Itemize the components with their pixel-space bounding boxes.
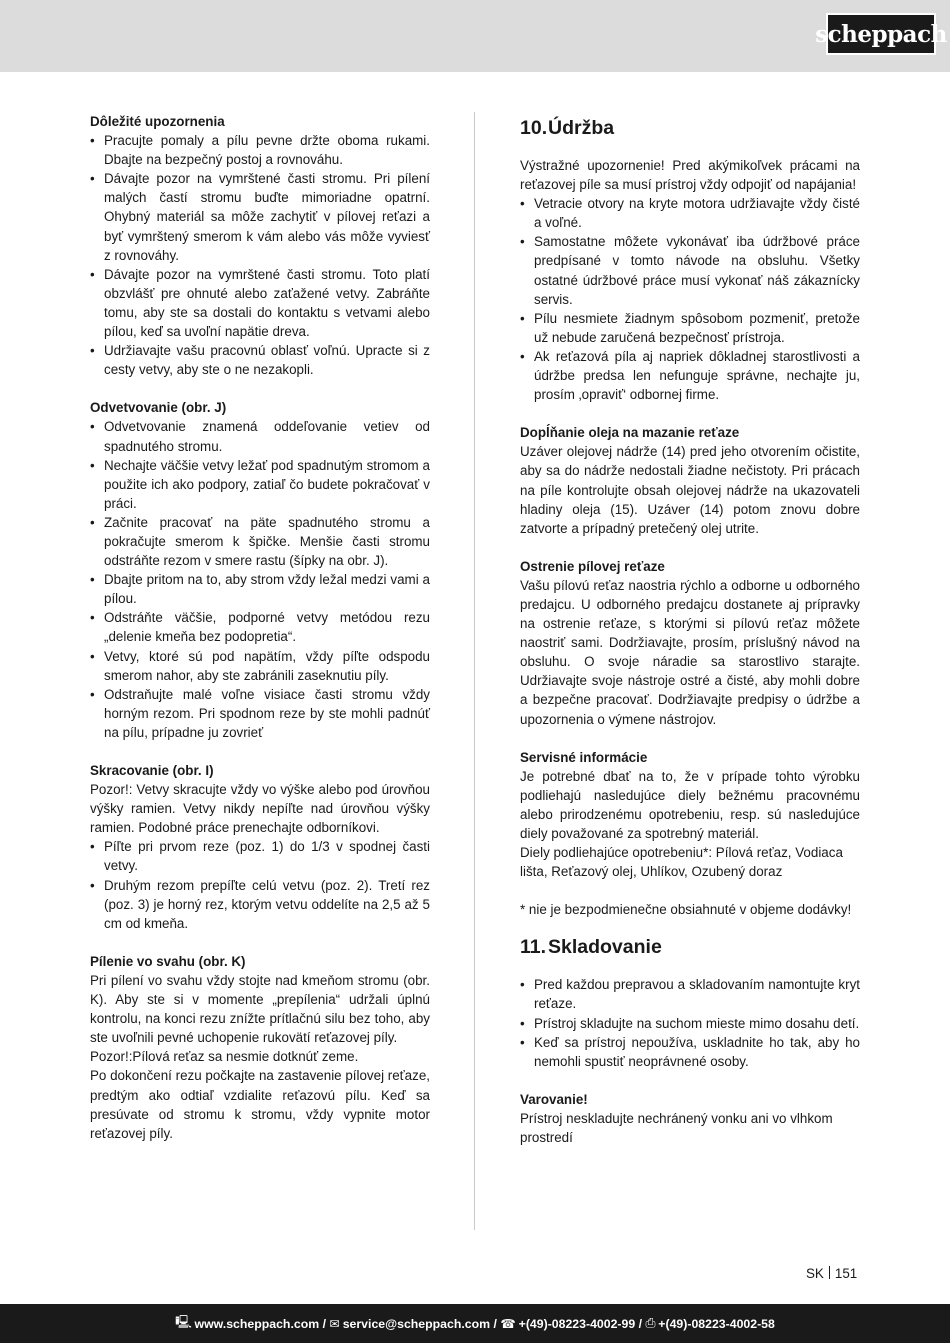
list-item: • Samostatne môžete vykonávať iba údržbové práce predpísané v tomto návode na obsluhu. Všetky ostatné údržbové práce musí vykonať náš zákaznícky servis. <box>520 232 860 308</box>
list-item: • Dávajte pozor na vymrštené časti stromu. Pri pílení malých častí stromu buďte mimoriadne opatrní. Ohybný materiál sa môže zachytiť v pílovej reťazi a byť vymrštený smerom k vám alebo vás môže vyviesť z rovnováhy. <box>90 169 430 264</box>
list-item: • Ak reťazová píla aj napriek dôkladnej starostlivosti a údržbe predsa len nefunguje správne, nechajte ju, prosím ‚opraviť‘ odbornej firme. <box>520 347 860 404</box>
list-item: • Odvetvovanie znamená oddeľovanie vetiev od spadnutého stromu. <box>90 417 430 455</box>
section-heading: Varovanie! <box>520 1091 588 1107</box>
footer-fax: +(49)-08223-4002-58 <box>658 1316 775 1331</box>
bullet-list <box>90 417 430 742</box>
bullet-list <box>520 194 860 404</box>
section-heading: Odvetvovanie (obr. J) <box>90 400 227 416</box>
paragraph: Uzáver olejovej nádrže (14) pred jeho otvorením očistite, aby sa do nádrže nedostali žiadne nečistoty. Pri prácach na píle kontrolujte obsah olejovej nádrže na ukazovateli hladiny oleja (15). Uzáver (14) potom znovu dobre zatvorte a prípadný pretečený olej utrite. <box>520 444 860 536</box>
list-item: • Dbajte pritom na to, aby strom vždy ležal medzi vami a pílou. <box>90 570 430 608</box>
bullet-list <box>520 975 860 1070</box>
paragraph: Diely podliehajúce opotrebeniu*: Pílová reťaz, Vodiaca lišta, Reťazový olej, Uhlíkov, Ozubený doraz <box>520 845 843 880</box>
paragraph: Pozor!:Pílová reťaz sa nesmie dotknúť zeme. <box>90 1049 359 1065</box>
right-column <box>520 112 860 1147</box>
section-heading: Dôležité upozornenia <box>90 114 225 129</box>
footnote: * nie je bezpodmienečne obsiahnuté v objeme dodávky! <box>520 902 852 918</box>
paragraph: Pozor!: Vetvy skracujte vždy vo výške alebo pod úrovňou výšky ramien. Vetvy nikdy nepíľte nad úrovňou výšky ramien. Podobné práce prenechajte odborníkovi. <box>90 782 430 836</box>
list-item: • Vetvy, ktoré sú pod napätím, vždy píľte odspodu smerom nahor, aby ste zabránili zaseknutiu píly. <box>90 647 430 685</box>
list-item: • Druhým rezom prepíľte celú vetvu (poz. 2). Tretí rez (poz. 3) je horný rez, ktorým vetvu oddelíte na 2,5 až 5 cm od kmeňa. <box>90 876 430 933</box>
section-heading: Skracovanie (obr. I) <box>90 763 214 778</box>
language-code: SK <box>806 1266 824 1281</box>
computer-icon: 🖳 <box>175 1315 192 1329</box>
list-item: • Prístroj skladujte na suchom mieste mimo dosahu detí. <box>520 1014 860 1033</box>
section-heading: Dopĺňanie oleja na mazanie reťaze <box>520 425 740 441</box>
paragraph: Výstražné upozornenie! Pred akýmikoľvek prácami na reťazovej píle sa musí prístroj vždy odpojiť od napájania! <box>520 158 860 193</box>
section-heading: Servisné informácie <box>520 749 648 765</box>
bullet-list <box>90 131 430 379</box>
chapter-heading <box>520 933 860 961</box>
left-column <box>90 112 430 1143</box>
page-number <box>806 1265 857 1283</box>
footer-phone: +(49)-08223-4002-99 <box>518 1316 636 1331</box>
scheppach-logo: scheppach <box>826 13 936 55</box>
list-item: • Dávajte pozor na vymrštené časti stromu. Toto platí obzvlášť pre ohnuté alebo zaťažené vetvy. Zabráňte tomu, aby ste sa dostali do kontaktu s vetvami alebo pílou, keď sa uvoľní napätie dreva. <box>90 265 430 341</box>
chapter-title: Skladovanie <box>548 936 662 959</box>
page-number-value: 151 <box>834 1266 858 1281</box>
section-heading: Ostrenie pílovej reťaze <box>520 558 665 574</box>
footer-bar: 🖳 www.scheppach.com / ✉ service@scheppach.com / ☎ +(49)-08223-4002-99 / ⎙ +(49)-08223-4002-58 <box>0 1304 950 1343</box>
list-item: • Začnite pracovať na päte spadnutého stromu a pokračujte smerom k špičke. Menšie časti stromu odstráňte rezom v smere rastu (šípky na obr. J). <box>90 513 430 570</box>
header-band <box>0 0 950 72</box>
paragraph: Pri pílení vo svahu vždy stojte nad kmeňom stromu (obr. K). Aby ste si v momente „prepílenia“ udržali úplnú kontrolu, na konci rezu znížte prítlačnú silu bez toho, aby ste uvoľnili pevné uchopenie rukovätí reťazovej píly. <box>90 972 430 1046</box>
paragraph: Prístroj neskladujte nechránený vonku ani vo vlhkom prostredí <box>520 1110 833 1146</box>
list-item: • Pred každou prepravou a skladovaním namontujte kryt reťaze. <box>520 975 860 1013</box>
list-item: • Pracujte pomaly a pílu pevne držte oboma rukami. Dbajte na bezpečný postoj a rovnováhu. <box>90 131 430 169</box>
list-item: • Keď sa prístroj nepoužíva, uskladnite ho tak, aby ho nemohli spustiť neoprávnené osoby. <box>520 1033 860 1071</box>
column-divider <box>474 112 475 1230</box>
bullet-list <box>90 837 430 932</box>
chapter-number: 11. <box>520 936 547 959</box>
chapter-heading <box>520 114 860 142</box>
chapter-title: Údržba <box>548 117 615 139</box>
list-item: • Odstraňujte malé voľne visiace časti stromu vždy horným rezom. Pri spodnom reze by ste mohli padnúť na pílu, prípadne ju zovrieť <box>90 685 430 742</box>
list-item: • Pílu nesmiete žiadnym spôsobom pozmeniť, pretože už nebude zaručená bezpečnosť prístroja. <box>520 309 860 347</box>
paragraph: Je potrebné dbať na to, že v prípade tohto výrobku podliehajú nasledujúce diely bežnému pracovnému alebo prirodzenému opotrebeniu, resp. sú nasledujúce diely považované za spotrebný materiál. <box>520 768 860 841</box>
list-item: • Udržiavajte vašu pracovnú oblasť voľnú. Upracte si z cesty vetvy, aby ste o ne nezakopli. <box>90 341 430 379</box>
paragraph: Vašu pílovú reťaz naostria rýchlo a odborne u odborného predajcu. U odborného predajcu dostanete aj prípravky na ostrenie reťaze, s ktorými si pílovú reťaz môžete naostriť sami. Dodržiavajte, prosím, príslušný návod na obsluhu. O svoje náradie sa starostlivo starajte. Udržiavajte svoje nástroje ostré a čisté, aby mohli dobre a bezpečne pracovať. Dodržiavajte predpisy o údržbe a upozornenia o výmene nástrojov. <box>520 577 860 727</box>
fax-icon: ⎙ <box>645 1316 656 1330</box>
section-heading: Pílenie vo svahu (obr. K) <box>90 953 246 969</box>
list-item: • Píľte pri prvom reze (poz. 1) do 1/3 v spodnej časti vetvy. <box>90 837 430 875</box>
list-item: • Nechajte väčšie vetvy ležať pod spadnutým stromom a použite ich ako podpory, zatiaľ čo budete pokračovať v práci. <box>90 456 430 513</box>
mail-icon: ✉ <box>329 1316 340 1331</box>
phone-icon: ☎ <box>500 1316 516 1331</box>
paragraph: Po dokončení rezu počkajte na zastavenie pílovej reťaze, predtým ako odtiaľ vzdialite reťazovú pílu. Keď sa presúvate od stromu k stromu, vždy vypnite motor reťazovej píly. <box>90 1068 430 1141</box>
footer-web-link[interactable]: www.scheppach.com <box>194 1316 320 1331</box>
chapter-number: 10. <box>520 117 548 139</box>
list-item: • Vetracie otvory na kryte motora udržiavajte vždy čisté a voľné. <box>520 194 860 232</box>
footer-email-link[interactable]: service@scheppach.com <box>342 1316 491 1331</box>
list-item: • Odstráňte väčšie, podporné vetvy metódou rezu „delenie kmeňa bez podopretia“. <box>90 608 430 646</box>
